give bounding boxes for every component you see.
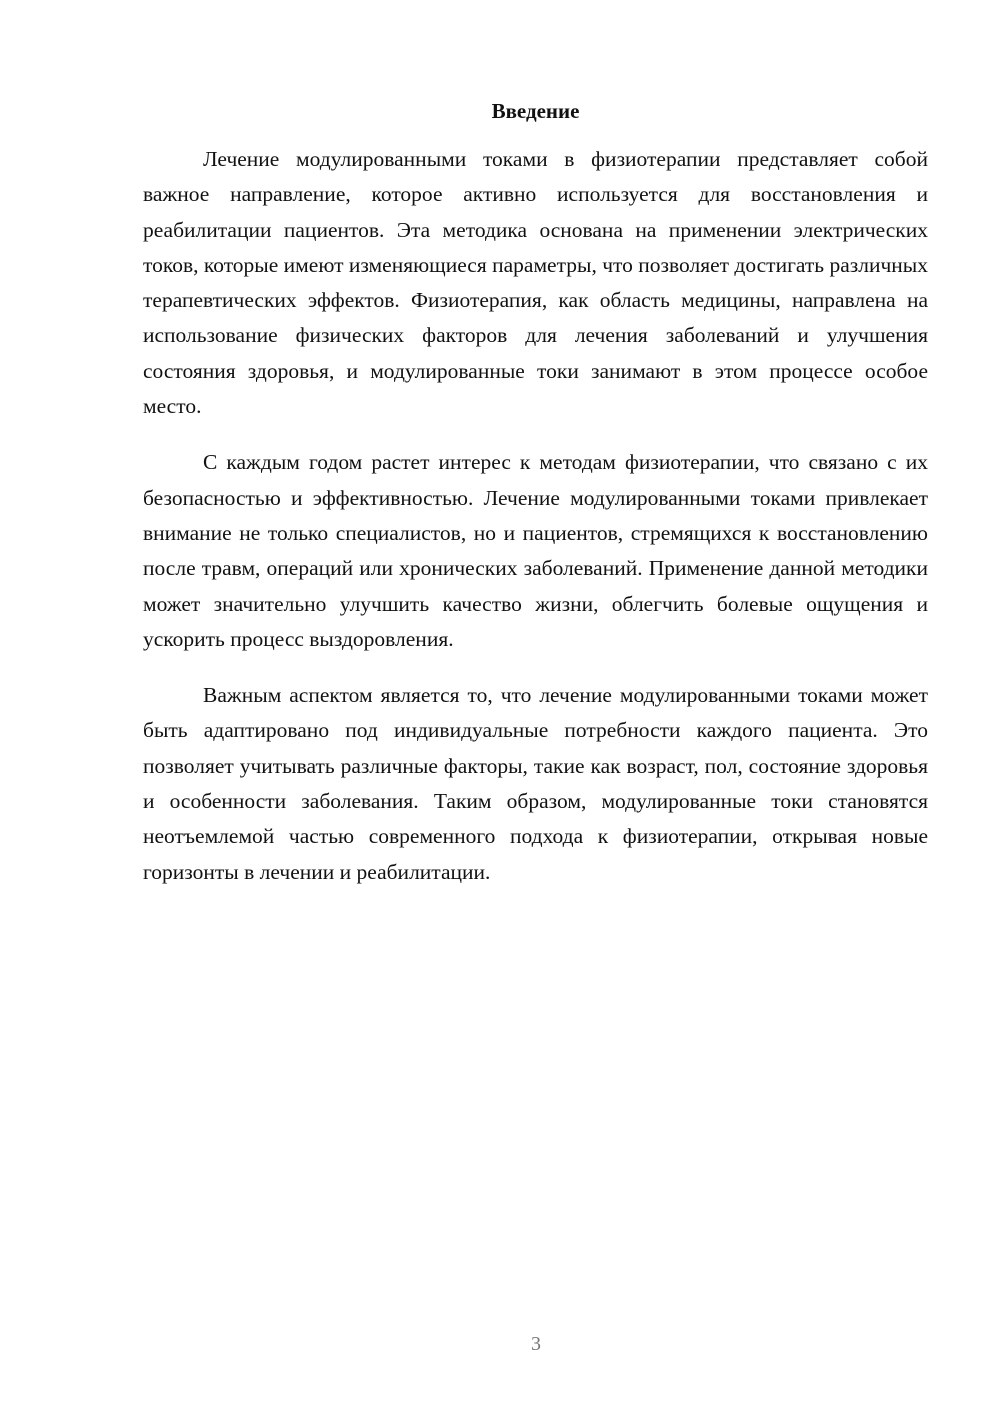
paragraph-2: С каждым годом растет интерес к методам физиотерапии, что связано с их безопасностью и эффективностью. Лечение модулированными токами привлекает внимание не только специалистов, но и пациентов, стремящихся к восстановлению после травм, операций или хронических заболеваний. Применение данной методики может значительно улучшить качество жизни, облегчить болевые ощущения и ускорить процесс выздоровления.	[143, 450, 928, 651]
section-title: Введение	[491, 99, 580, 123]
body-text	[143, 142, 928, 911]
page-number: 3	[531, 1333, 541, 1355]
paragraph-1: Лечение модулированными токами в физиотерапии представляет собой важное направление, которое активно используется для восстановления и реабилитации пациентов. Эта методика основана на применении электрических токов, которые имеют изменяющиеся параметры, что позволяет достигать различных терапевтических эффектов. Физиотерапия, как область медицины, направлена на использование физических факторов для лечения заболеваний и улучшения состояния здоровья, и модулированные токи занимают в этом процессе особое место.	[143, 147, 928, 419]
paragraph-3: Важным аспектом является то, что лечение модулированными токами может быть адаптировано под индивидуальные потребности каждого пациента. Это позволяет учитывать различные факторы, такие как возраст, пол, состояние здоровья и особенности заболевания. Таким образом, модулированные токи становятся неотъемлемой частью современного подхода к физиотерапии, открывая новые горизонты в лечении и реабилитации.	[143, 683, 928, 884]
